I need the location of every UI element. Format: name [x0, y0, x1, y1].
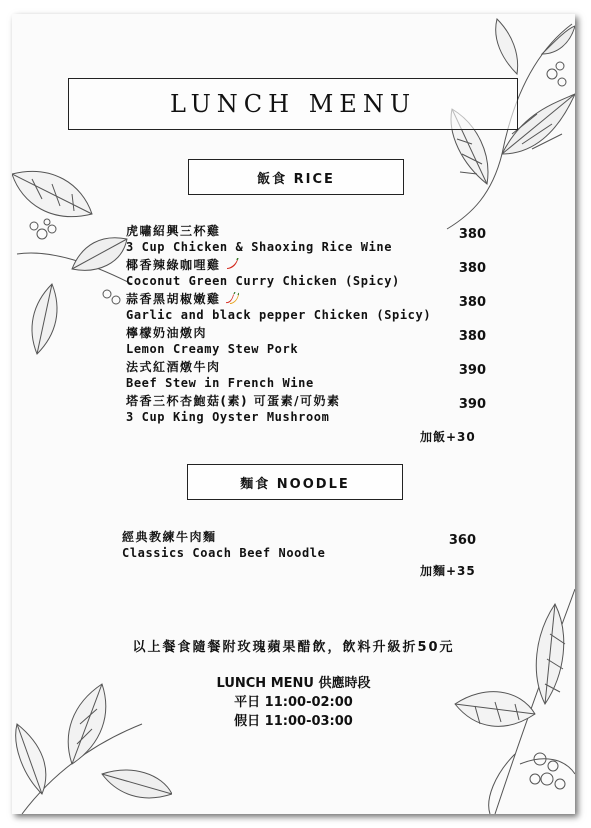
menu-item	[122, 528, 482, 562]
item-price: 390	[458, 397, 486, 412]
menu-title: LUNCH MENU	[68, 78, 518, 130]
item-price: 380	[458, 261, 486, 276]
item-name-en: Lemon Creamy Stew Pork	[126, 342, 299, 356]
item-name-en: Coconut Green Curry Chicken (Spicy)	[126, 274, 400, 288]
item-name-zh: 虎嘯紹興三杯雞	[126, 224, 221, 238]
item-price: 390	[458, 363, 486, 378]
menu-page	[12, 14, 575, 814]
chili-pepper-icon	[225, 258, 239, 270]
item-name-zh: 經典教練牛肉麵	[122, 530, 217, 544]
item-name-en: 3 Cup King Oyster Mushroom	[126, 410, 330, 424]
item-name-en: Garlic and black pepper Chicken (Spicy)	[126, 308, 432, 322]
item-price: 380	[458, 329, 486, 344]
holiday-hours: 假日 11:00-03:00	[234, 714, 353, 729]
item-name-zh: 法式紅酒燉牛肉	[126, 360, 221, 374]
item-name-zh: 塔香三杯杏鮑菇(素) 可蛋素/可奶素	[126, 394, 341, 408]
rice-addon-price: 加飯+30	[420, 430, 476, 444]
item-name-zh: 檸檬奶油燉肉	[126, 326, 208, 340]
menu-item	[126, 256, 486, 290]
item-name-en: Beef Stew in French Wine	[126, 376, 314, 390]
menu-item	[126, 324, 486, 358]
noodle-addon-price: 加麵+35	[420, 564, 476, 578]
item-name-zh: 蒜香黑胡椒嫩雞	[126, 292, 221, 306]
item-name-zh: 椰香辣綠咖哩雞	[126, 258, 221, 272]
menu-item	[126, 358, 486, 392]
menu-item	[126, 222, 486, 256]
item-name-en: Classics Coach Beef Noodle	[122, 546, 326, 560]
rice-section-header: 飯食 RICE	[188, 159, 404, 195]
leaf-decoration-left	[12, 154, 142, 374]
item-price: 360	[448, 533, 476, 548]
hours-heading: LUNCH MENU 供應時段	[216, 676, 371, 691]
menu-item	[126, 392, 486, 426]
item-name-en: 3 Cup Chicken & Shaoxing Rice Wine	[126, 240, 393, 254]
meal-note: 以上餐食隨餐附玫瑰蘋果醋飲，飲料升級折50元	[132, 640, 455, 655]
menu-item	[126, 290, 486, 324]
weekday-hours: 平日 11:00-02:00	[234, 695, 353, 710]
noodle-section-header: 麵食 NOODLE	[187, 464, 403, 500]
item-price: 380	[458, 295, 486, 310]
double-chili-icon	[225, 292, 239, 304]
item-price: 380	[458, 227, 486, 242]
